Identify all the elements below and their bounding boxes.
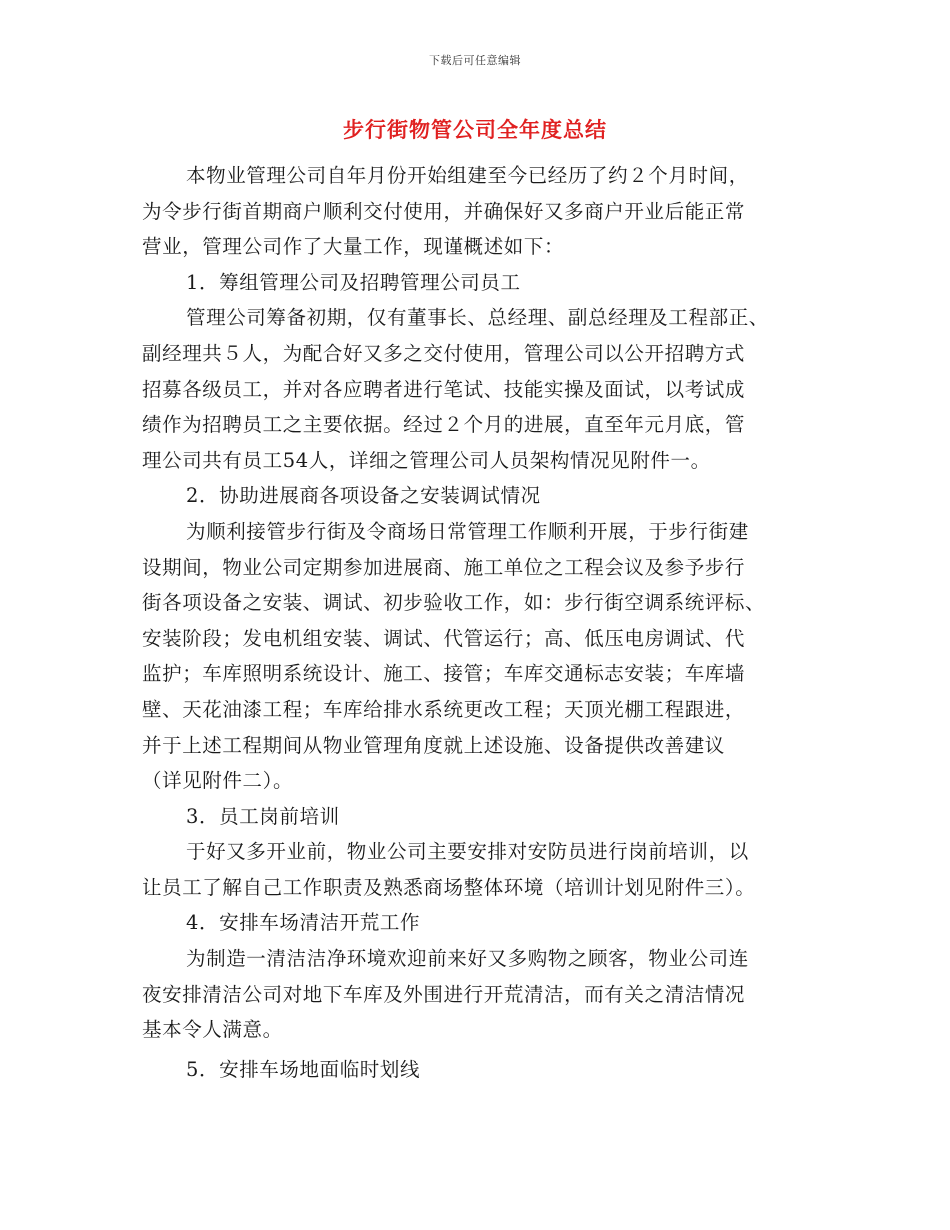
text-line: 为顺利接管步行街及令商场日常管理工作顺利开展，于步行街建 xyxy=(186,519,749,543)
document-body xyxy=(142,158,812,1087)
text-line: 于好又多开业前，物业公司主要安排对安防员进行岗前培训，以 xyxy=(186,840,749,864)
text-line: 5．安排车场地面临时划线 xyxy=(186,1057,421,1081)
text-line: 营业，管理公司作了大量工作，现谨概述如下： xyxy=(142,235,565,259)
document-title: 步行街物管公司全年度总结 xyxy=(343,117,607,142)
text-line: 为令步行街首期商户顺利交付使用，并确保好又多商户开业后能正常 xyxy=(142,199,746,223)
text-line: 并于上述工程期间从物业管理角度就上述设施、设备提供改善建议 xyxy=(142,733,725,757)
text-line: （详见附件二）。 xyxy=(142,769,294,793)
text-line: 安装阶段；发电机组安装、调试、代管运行；高、低压电房调试、代 xyxy=(142,626,746,650)
text-line: 绩作为招聘员工之主要依据。经过２个月的进展，直至年元月底，管 xyxy=(142,413,746,437)
text-line: 2．协助进展商各项设备之安装调试情况 xyxy=(186,484,541,508)
text-line: 壁、天花油漆工程；车库给排水系统更改工程；天顶光棚工程跟进， xyxy=(142,697,746,721)
text-line: 街各项设备之安装、调试、初步验收工作，如：步行街空调系统评标、 xyxy=(142,591,766,615)
text-line: 监护；车库照明系统设计、施工、接管；车库交通标志安装；车库墙 xyxy=(142,662,746,686)
text-line: 本物业管理公司自年月份开始组建至今已经历了约２个月时间， xyxy=(186,164,749,187)
text-line: 理公司共有员工54人，详细之管理公司人员架构情况见附件一。 xyxy=(142,448,711,472)
text-line: 1．筹组管理公司及招聘管理公司员工 xyxy=(186,270,521,294)
page-header: 下载后可任意编辑 xyxy=(429,54,521,67)
text-line: 管理公司筹备初期，仅有董事长、总经理、副总经理及工程部正、 xyxy=(186,306,769,330)
text-line: 4．安排车场清洁开荒工作 xyxy=(186,911,421,935)
text-line: 让员工了解自己工作职责及熟悉商场整体环境（培训计划见附件三）。 xyxy=(142,875,756,899)
text-line: 副经理共５人，为配合好又多之交付使用，管理公司以公开招聘方式 xyxy=(142,341,746,365)
text-line: 基本令人满意。 xyxy=(142,1018,283,1042)
text-line: 3．员工岗前培训 xyxy=(186,804,340,828)
text-line: 为制造一清洁洁净环境欢迎前来好又多购物之顾客，物业公司连 xyxy=(186,947,749,971)
text-line: 夜安排清洁公司对地下车库及外围进行开荒清洁，而有关之清洁情况 xyxy=(142,982,746,1006)
text-line: 招募各级员工，并对各应聘者进行笔试、技能实操及面试，以考试成 xyxy=(142,377,746,401)
text-line: 设期间，物业公司定期参加进展商、施工单位之工程会议及参予步行 xyxy=(142,555,746,579)
